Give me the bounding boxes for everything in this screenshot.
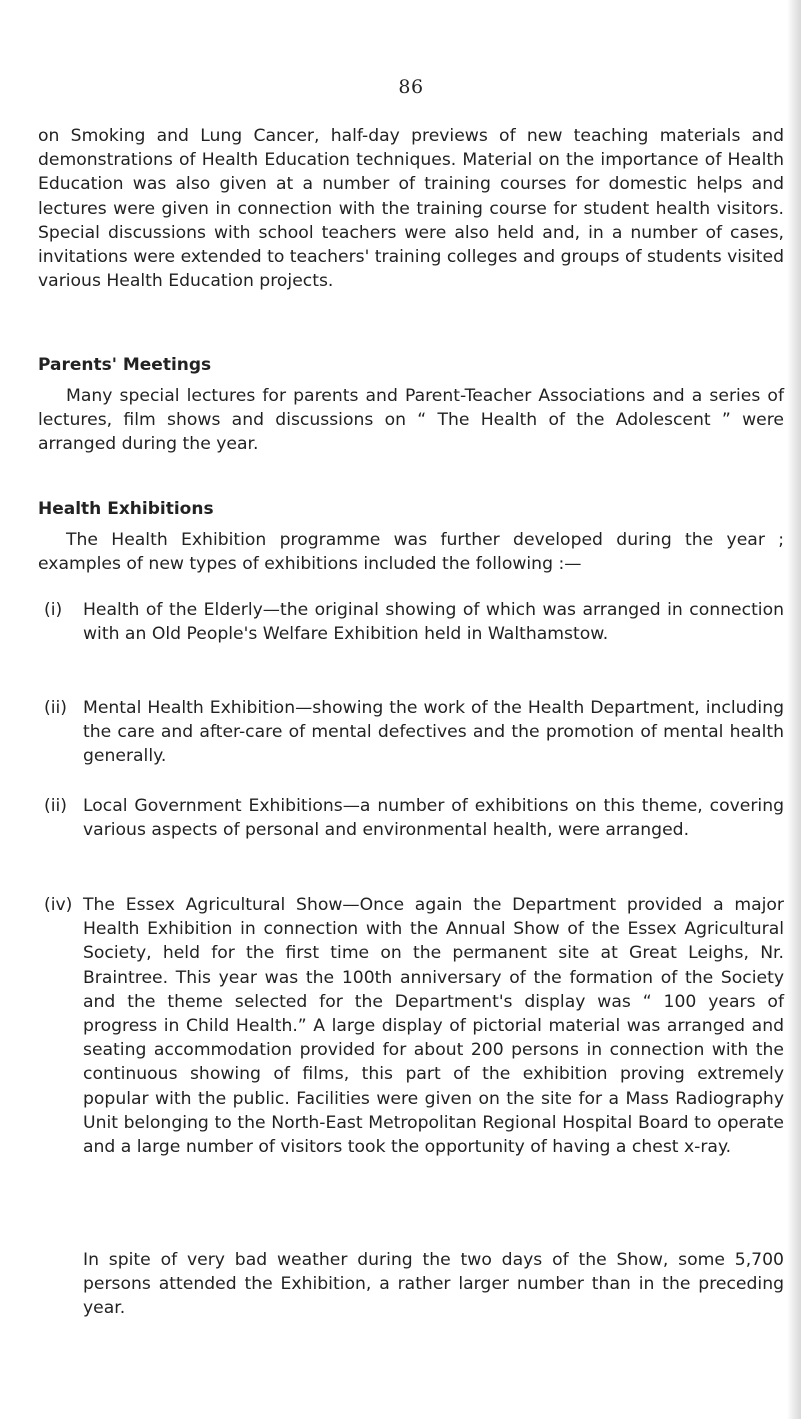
list-item-number: (ii) <box>44 698 67 718</box>
page-edge-shadow <box>787 0 801 1419</box>
page-number: 86 <box>398 76 424 98</box>
list-item-number: (iv) <box>44 895 73 915</box>
section-heading-health-exhibitions: Health Exhibitions <box>38 499 214 519</box>
list-item-continuation: In spite of very bad weather during the two days of the Show, some 5,700 persons attended the Exhibition, a rather larger number than in the preceding year. <box>83 1250 784 1319</box>
list-item-text: Mental Health Exhibition—showing the work of the Health Department, including the care and after-care of mental defectives and the promotion of mental health generally. <box>83 698 784 767</box>
section-heading-parents-meetings: Parents' Meetings <box>38 355 212 375</box>
list-item-number: (ii) <box>44 796 67 816</box>
list-item-text: Local Government Exhibitions—a number of exhibitions on this theme, covering various aspects of personal and environmental health, were arranged. <box>83 796 784 841</box>
list-item-text: Health of the Elderly—the original showing of which was arranged in connection with an Old People's Welfare Exhibition held in Walthamstow. <box>83 600 784 645</box>
list-item-text: The Essex Agricultural Show—Once again the Department provided a major Health Exhibition in connection with the Annual Show of the Essex Agricultural Society, held for the first time on the permanent site at Great Leighs, Nr. Braintree. This year was the 100th anniversary of the formation of the Society and the theme selected for the Department's display was “ 100 years of progress in Child Health.” A large display of pictorial material was arranged and seating accommodation provided for about 200 persons in connection with the continuous showing of films, this part of the exhibition proving extremely popular with the public. Facilities were given on the site for a Mass Radiography Unit belonging to the North-East Metropolitan Regional Hospital Board to operate and a large number of visitors took the opportunity of having a chest x-ray. <box>83 895 784 1158</box>
health-exhibitions-paragraph: The Health Exhibition programme was further developed during the year ; examples of new types of exhibitions included the following :— <box>38 530 784 575</box>
intro-paragraph: on Smoking and Lung Cancer, half-day previews of new teaching materials and demonstrations of Health Education techniques. Material on the importance of Health Education was also given at a number of training courses for domestic helps and lectures were given in connection with the training course for student health visitors. Special discussions with school teachers were also held and, in a number of cases, invitations were extended to teachers' training colleges and groups of students visited various Health Education projects. <box>38 126 785 292</box>
parents-meetings-paragraph: Many special lectures for parents and Parent-Teacher Associations and a series of lectures, film shows and discussions on “ The Health of the Adolescent ” were arranged during the year. <box>38 386 784 455</box>
list-item-number: (i) <box>44 600 63 620</box>
